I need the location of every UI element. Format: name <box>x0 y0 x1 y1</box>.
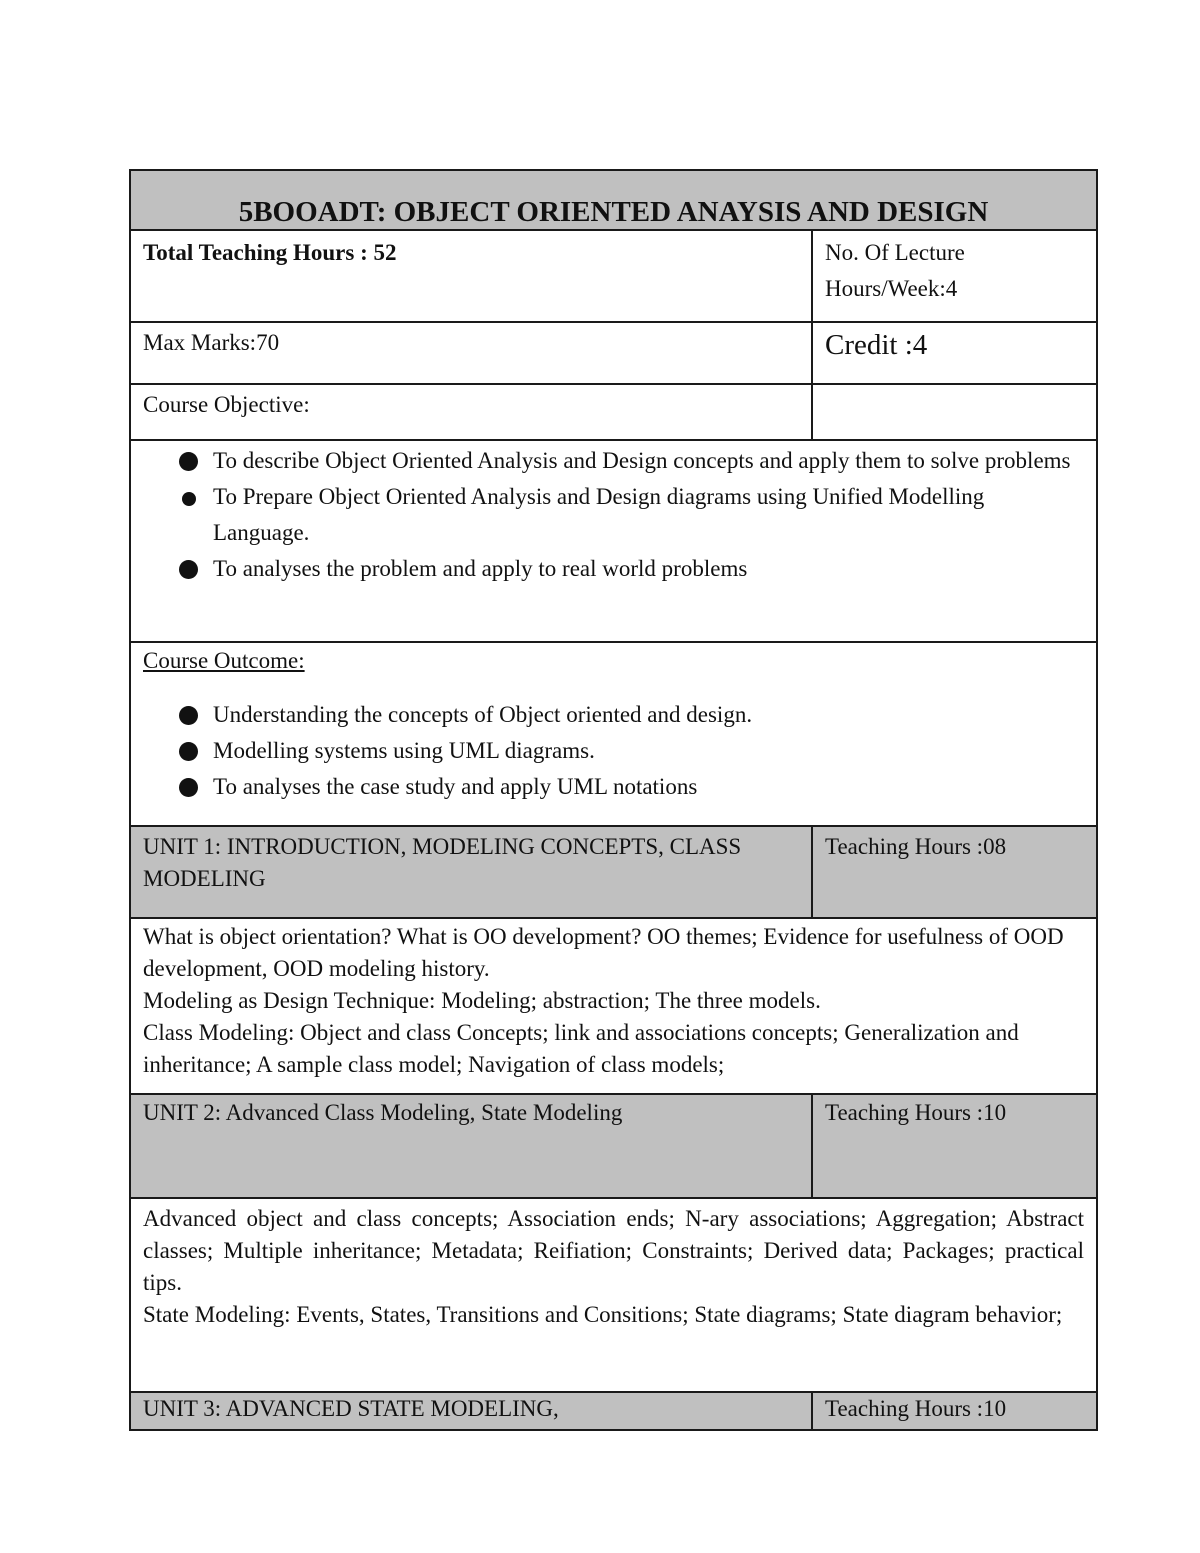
unit-2-line: Advanced object and class concepts; Association ends; N-ary associations; Aggregation; Abstract classes; Multiple inheritance; Metadata; Reifiation; Constraints; Derived data; Packages; practical tips. <box>143 1206 1084 1295</box>
unit-2-hours: Teaching Hours :10 <box>812 1094 1097 1198</box>
empty-cell <box>812 384 1097 440</box>
bullet-icon <box>179 778 198 797</box>
bullet-icon <box>179 452 198 471</box>
total-teaching-hours: Total Teaching Hours : 52 <box>130 230 812 322</box>
credit: Credit :4 <box>812 322 1097 384</box>
outcome-text: To analyses the case study and apply UML notations <box>213 774 698 799</box>
list-item <box>143 479 1084 551</box>
outcome-text: Modelling systems using UML diagrams. <box>213 738 595 763</box>
unit-3-title: UNIT 3: ADVANCED STATE MODELING, <box>130 1392 812 1430</box>
syllabus-sheet <box>129 169 1096 1431</box>
syllabus-table <box>129 169 1098 1431</box>
unit-1-content <box>130 918 1097 1094</box>
max-marks: Max Marks:70 <box>130 322 812 384</box>
course-title: 5BOOADT: OBJECT ORIENTED ANAYSIS AND DESIGN <box>130 170 1097 230</box>
bullet-icon <box>182 492 196 506</box>
unit-1-line: Class Modeling: Object and class Concepts; link and associations concepts; Generalization and inheritance; A sample class model; Navigation of class models; <box>143 1020 1019 1077</box>
bullet-icon <box>179 560 198 579</box>
unit-1-title: UNIT 1: INTRODUCTION, MODELING CONCEPTS, CLASS MODELING <box>130 826 812 918</box>
lecture-hours-per-week: No. Of Lecture Hours/Week:4 <box>812 230 1097 322</box>
objective-text: To describe Object Oriented Analysis and Design concepts and apply them to solve problems <box>213 448 1071 473</box>
list-item <box>143 733 1084 769</box>
unit-1-line: Modeling as Design Technique: Modeling; abstraction; The three models. <box>143 988 821 1013</box>
objectives-list <box>143 443 1084 587</box>
bullet-icon <box>179 742 198 761</box>
list-item <box>143 697 1084 733</box>
objectives-cell <box>130 440 1097 642</box>
unit-1-line: What is object orientation? What is OO development? OO themes; Evidence for usefulness of OOD development, OOD modeling history. <box>143 924 1064 981</box>
course-outcome-label: Course Outcome: <box>143 648 305 673</box>
objective-text: To Prepare Object Oriented Analysis and Design diagrams using Unified Modelling Language. <box>213 484 985 545</box>
list-item <box>143 443 1084 479</box>
unit-3-hours: Teaching Hours :10 <box>812 1392 1097 1430</box>
bullet-icon <box>179 706 198 725</box>
objective-text: To analyses the problem and apply to real world problems <box>213 556 748 581</box>
unit-2-line: State Modeling: Events, States, Transitions and Consitions; State diagrams; State diagram behavior; <box>143 1302 1063 1327</box>
unit-2-title: UNIT 2: Advanced Class Modeling, State Modeling <box>130 1094 812 1198</box>
outcomes-list <box>143 697 1084 805</box>
outcomes-cell <box>130 642 1097 826</box>
outcome-text: Understanding the concepts of Object oriented and design. <box>213 702 753 727</box>
list-item <box>143 551 1084 587</box>
unit-1-hours: Teaching Hours :08 <box>812 826 1097 918</box>
course-objective-label: Course Objective: <box>130 384 812 440</box>
list-item <box>143 769 1084 805</box>
unit-2-content <box>130 1198 1097 1392</box>
